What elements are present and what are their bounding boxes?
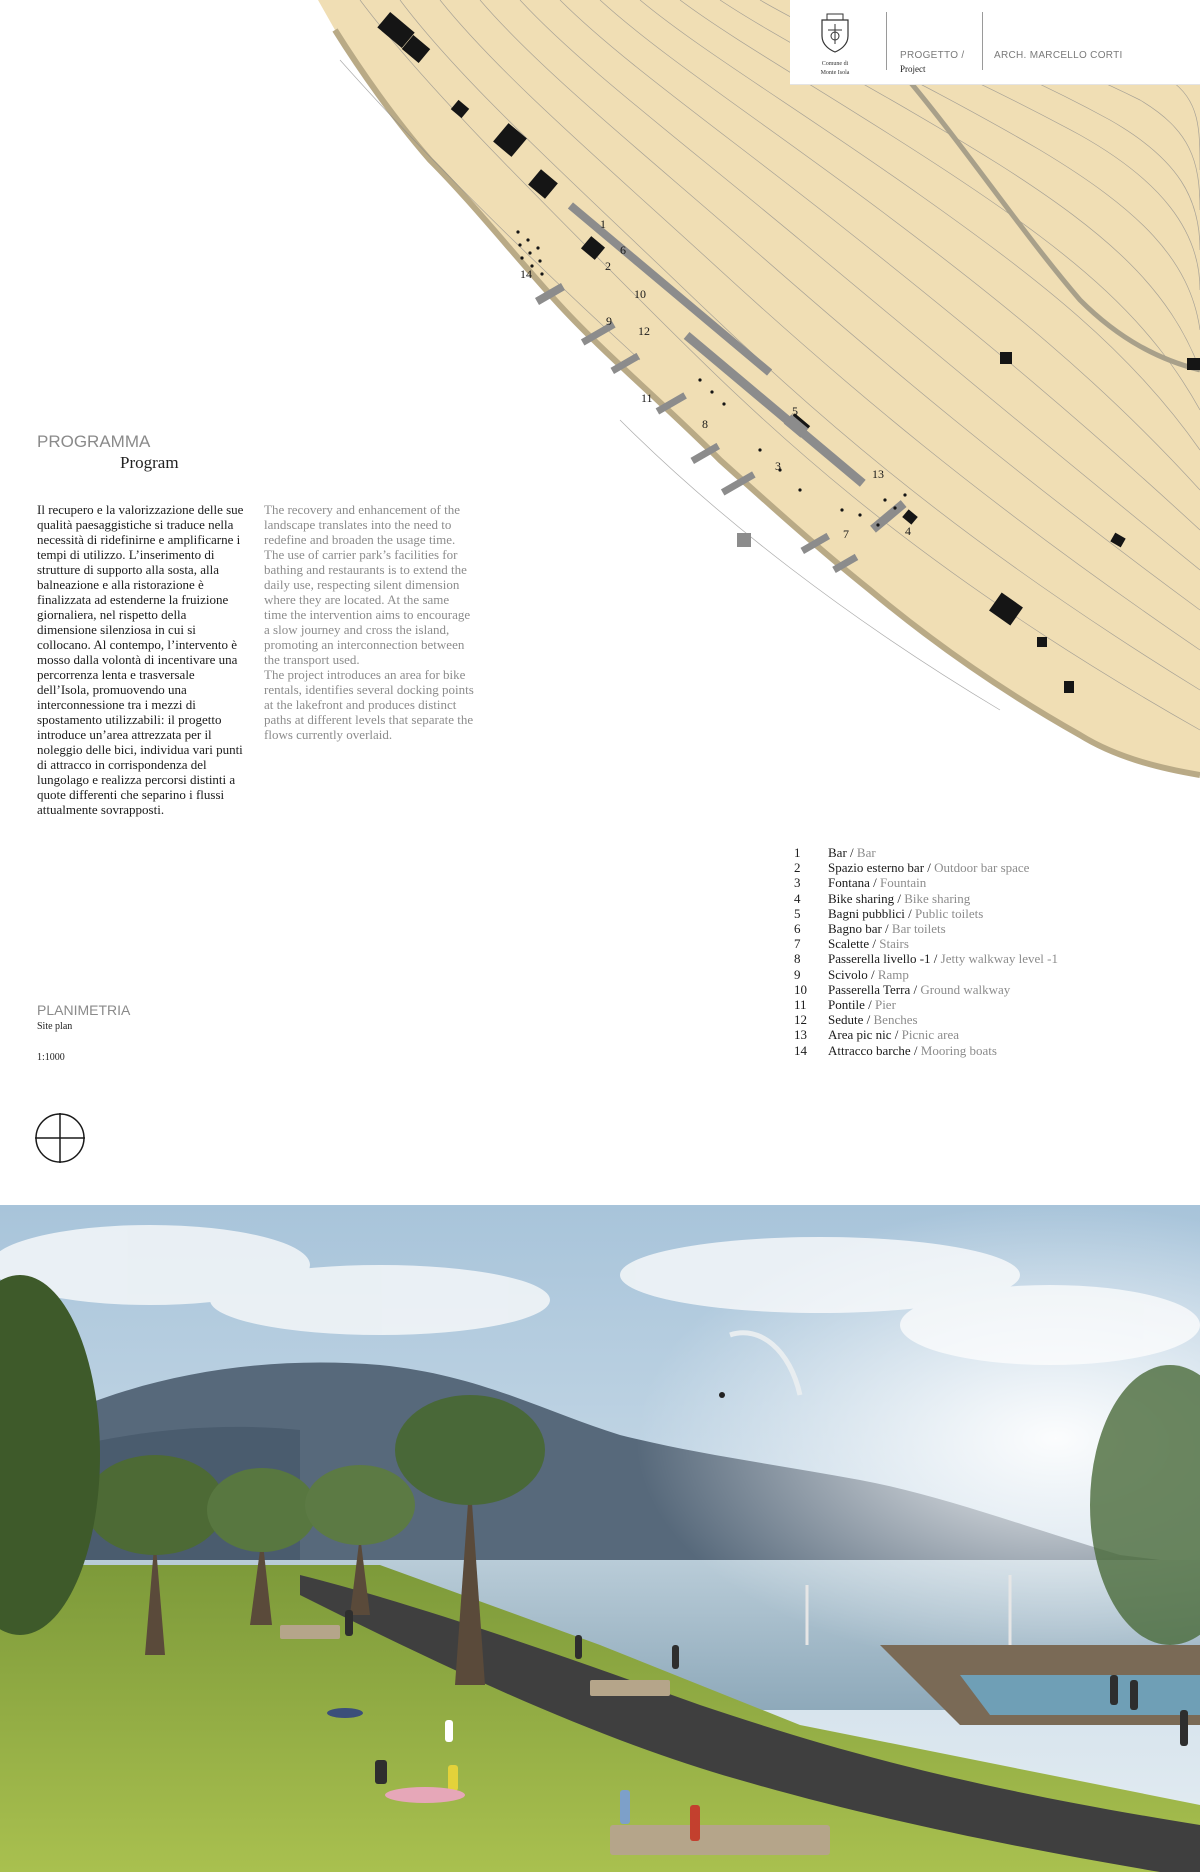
map-label-5: 5 [792, 404, 798, 418]
legend-item: 14 Attracco barche / Mooring boats [794, 1042, 997, 1058]
legend-item: 4 Bike sharing / Bike sharing [794, 890, 971, 906]
program-subtitle: Program [120, 453, 179, 472]
legend-item: 11 Pontile / Pier [794, 997, 896, 1013]
legend-en: Ground walkway [920, 981, 1011, 997]
map-label-9: 9 [606, 314, 612, 328]
map-label-2: 2 [605, 259, 611, 273]
legend-it: Fontana [828, 875, 870, 891]
legend-en: Mooring boats [920, 1042, 997, 1058]
site-plan-title: PLANIMETRIA [37, 1002, 131, 1018]
legend-en: Picnic area [901, 1027, 960, 1043]
program-title: PROGRAMMA [37, 432, 151, 451]
legend-en: Pier [874, 997, 896, 1013]
header-divider [886, 12, 887, 70]
legend-num: 9 [794, 966, 801, 982]
legend-it: Scalette [828, 936, 870, 952]
legend-it: Passerella livello -1 [828, 951, 931, 967]
legend-num: 8 [794, 951, 801, 967]
legend-en: Fountain [880, 875, 927, 891]
architect-name: ARCH. MARCELLO CORTI [994, 50, 1123, 61]
legend-en: Outdoor bar space [934, 860, 1030, 876]
legend-num: 10 [794, 981, 807, 997]
legend-it: Pontile [828, 997, 865, 1013]
crest-label-2: Monte Isola [820, 70, 850, 76]
legend-en: Bike sharing [904, 890, 971, 906]
legend-item: 7 Scalette / Stairs [794, 936, 909, 952]
legend-item: 6 Bagno bar / Bar toilets [794, 921, 946, 937]
north-arrow-icon [34, 1112, 86, 1164]
legend-num: 1 [794, 845, 801, 860]
legend-en: Public toilets [915, 905, 984, 921]
project-label: PROGETTO / [900, 50, 965, 61]
legend-num: 11 [794, 997, 807, 1013]
legend-num: 12 [794, 1012, 807, 1028]
legend-it: Spazio esterno bar [828, 860, 925, 876]
crest [814, 12, 856, 78]
legend-item: 12 Sedute / Benches [794, 1012, 918, 1028]
map-label-1: 1 [600, 217, 606, 231]
legend-num: 3 [794, 875, 801, 891]
title-block [790, 0, 1200, 85]
legend-item: 2 Spazio esterno bar / Outdoor bar space [794, 860, 1030, 876]
legend-it: Bagni pubblici [828, 905, 905, 921]
legend-num: 13 [794, 1027, 807, 1043]
site-plan-scale: 1:1000 [37, 1052, 65, 1063]
map-label-3: 3 [775, 459, 781, 473]
legend-num: 7 [794, 936, 801, 952]
legend-it: Bike sharing [828, 890, 895, 906]
legend-en: Ramp [877, 966, 909, 982]
legend-en: Jetty walkway level -1 [940, 951, 1058, 967]
legend-item: 3 Fontana / Fountain [794, 875, 927, 891]
legend-it: Scivolo [828, 966, 868, 982]
legend-item: 5 Bagni pubblici / Public toilets [794, 905, 984, 921]
legend-item: 9 Scivolo / Ramp [794, 966, 909, 982]
map-label-10: 10 [634, 287, 646, 301]
legend-it: Bagno bar [828, 921, 882, 937]
legend-it: Bar [828, 845, 847, 860]
map-label-14: 14 [520, 267, 532, 281]
municipal-crest-icon [818, 12, 852, 54]
legend-item: 8 Passerella livello -1 / Jetty walkway level -1 [794, 951, 1058, 967]
program-text-italian: Il recupero e la valorizzazione delle sue qualità paesaggistiche si traduce nella necessità di ridefinirne e amplificarne i tempi di utilizzo. L’inserimento di strutture di supporto alla sosta, alla balneazione e alla ristorazione è finalizzata ad estenderne la fruizione giornaliera, nel rispetto della dimensione silenziosa in cui si collocano. Al contempo, l’intervento è mosso dalla volontà di incentivare una percorrenza lenta e trasversale dell’Isola, promuovendo una interconnessione tra i mezzi di spostamento utilizzabili: il progetto introduce un’area attrezzata per il noleggio delle bici, individua vari punti di attracco in corrispondenza del lungolago e realizza percorsi distinti a quote differenti che separino i flussi attualmente sovrapposti. [37, 502, 244, 817]
legend-item: 10 Passerella Terra / Ground walkway [794, 981, 1011, 997]
project-sub: Project [900, 64, 926, 74]
lakefront-render [0, 1205, 1200, 1872]
legend-num: 4 [794, 890, 801, 906]
legend-it: Sedute [828, 1012, 864, 1028]
legend-num: 5 [794, 905, 801, 921]
pool-water [960, 1675, 1200, 1715]
legend-en: Benches [873, 1012, 918, 1028]
legend-en: Stairs [879, 936, 909, 952]
header-divider-2 [982, 12, 983, 70]
map-label-4: 4 [905, 524, 911, 538]
map-label-12: 12 [638, 324, 650, 338]
legend-it: Passerella Terra [828, 981, 911, 997]
map-label-13: 13 [872, 467, 884, 481]
legend-item: 13 Area pic nic / Picnic area [794, 1027, 960, 1043]
legend-it: Attracco barche [828, 1042, 911, 1058]
map-label-8: 8 [702, 417, 708, 431]
crest-label-1: Comune di [821, 61, 849, 67]
legend-en: Bar [856, 845, 876, 860]
site-plan-subtitle: Site plan [37, 1021, 73, 1032]
legend-en: Bar toilets [891, 921, 946, 937]
legend [794, 845, 1124, 1058]
legend-it: Area pic nic [828, 1027, 892, 1043]
legend-num: 2 [794, 860, 801, 876]
map-label-11: 11 [641, 391, 653, 405]
legend-item: 1 Bar / Bar [794, 845, 876, 860]
legend-num: 6 [794, 921, 801, 937]
map-label-7: 7 [843, 527, 849, 541]
program-text-english: The recovery and enhancement of the landscape translates into the need to redefine and broaden the usage time. The use of carrier park’s facilities for bathing and restaurants is to extend the daily use, respecting silent dimension where they are located. At the same time the intervention aims to encourage a slow journey and cross the island, promoting an interconnection between the transport used. The project introduces an area for bike rentals, identifies several docking points at the lakefront and produces distinct paths at different levels that separate the flows currently overlaid. [264, 502, 474, 742]
legend-num: 14 [794, 1042, 807, 1058]
map-label-6: 6 [620, 243, 626, 257]
